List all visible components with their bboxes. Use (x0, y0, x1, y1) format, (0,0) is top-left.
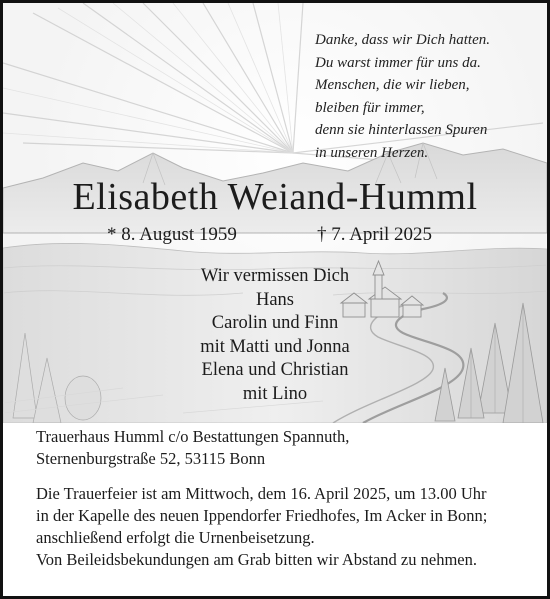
poem-line: in unseren Herzen. (315, 144, 429, 161)
poem (315, 29, 490, 164)
address-line: Trauerhaus Humml c/o Bestattungen Spannuth, (36, 427, 350, 446)
funeral-service-info (36, 483, 487, 571)
service-line: anschließend erfolgt die Urnenbeisetzung. (36, 528, 315, 547)
poem-line: denn sie hinterlassen Spuren (315, 122, 488, 138)
deceased-name: Elisabeth Weiand-Humml (72, 176, 478, 218)
poem-line: bleiben für immer, (315, 99, 425, 116)
birth-date: * 8. August 1959 (107, 224, 237, 245)
mourner-line: mit Lino (242, 383, 308, 404)
address-line: Sternenburgstraße 52, 53115 Bonn (36, 449, 266, 468)
service-line: Die Trauerfeier ist am Mittwoch, dem 16. April 2025, um 13.00 Uhr (36, 484, 487, 503)
mourner-line: Wir vermissen Dich (200, 266, 350, 286)
mourner-line: Carolin und Finn (211, 313, 339, 333)
service-line: in der Kapelle des neuen Ippendorfer Friedhofes, Im Acker in Bonn; (36, 506, 488, 525)
service-line: Von Beileidsbekundungen am Grab bitten wir Abstand zu nehmen. (36, 550, 477, 569)
mourner-line: Hans (255, 289, 295, 310)
mourner-line: Elena und Christian (201, 360, 349, 380)
poem-line: Du warst immer für uns da. (315, 54, 481, 71)
mourning-house-address (36, 426, 349, 470)
poem-line: Danke, dass wir Dich hatten. (315, 32, 490, 48)
mourner-line: mit Matti und Jonna (200, 336, 350, 357)
death-date: † 7. April 2025 (317, 224, 433, 245)
poem-line: Menschen, die wir lieben, (315, 77, 470, 93)
mourners-list (3, 265, 547, 406)
